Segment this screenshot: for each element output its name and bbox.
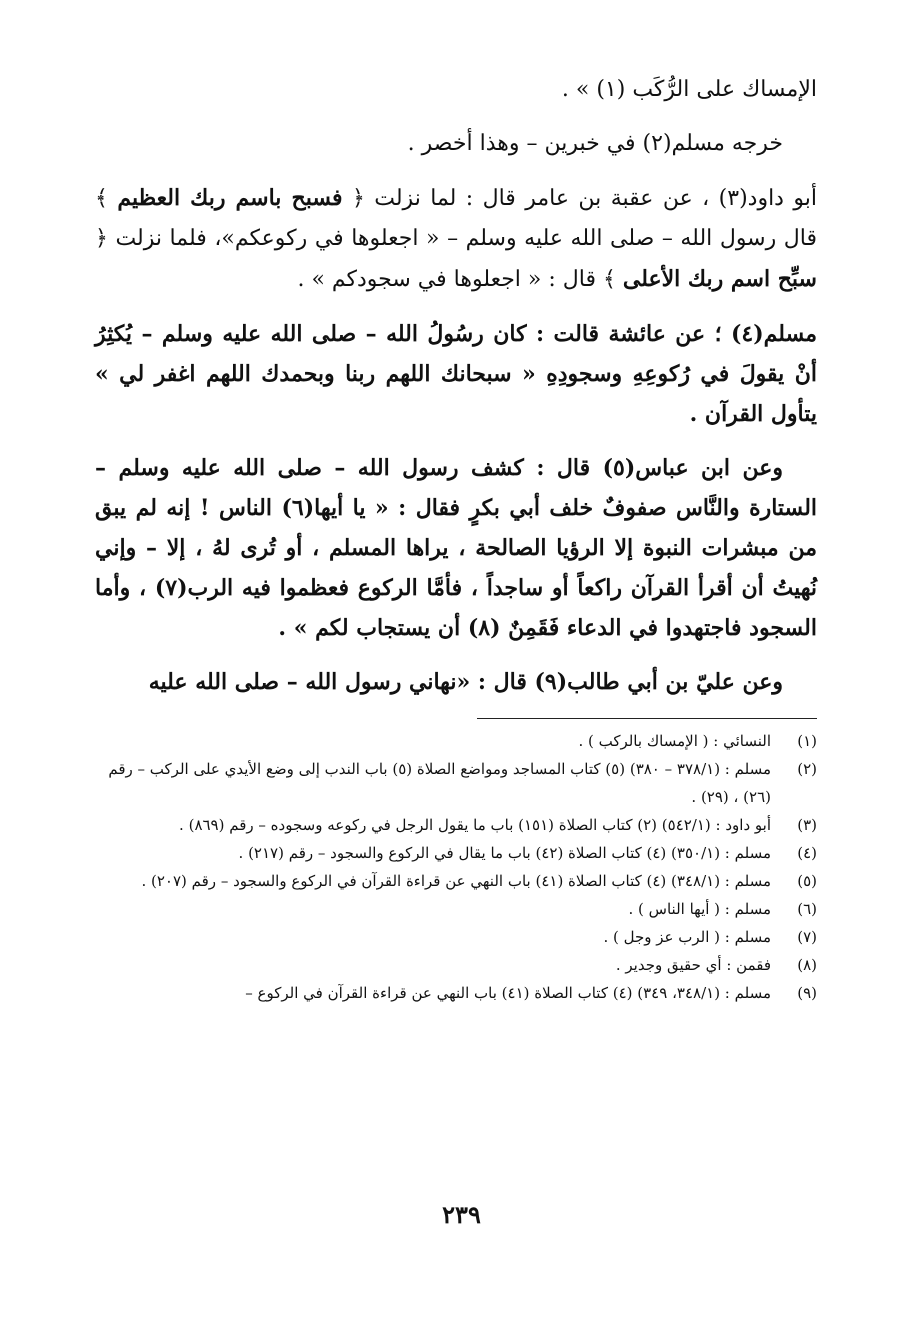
footnote-item: [95, 867, 817, 895]
footnote-divider: [477, 718, 817, 719]
footnote-number: (١): [797, 732, 817, 750]
paragraph-6: وعن عليّ بن أبي طالب(٩) قال : «نهاني رسول الله – صلى الله عليه: [148, 669, 783, 695]
footnote-number: (٢): [797, 760, 817, 778]
footnote-text: أبو داود : (٥٤٢/١) (٢) كتاب الصلاة (١٥١) باب ما يقول الرجل في ركوعه وسجوده – رقم (٨٦٩) .: [179, 816, 771, 834]
footnote-text: مسلم : (٣٤٨/١، ٣٤٩) (٤) كتاب الصلاة (٤١) باب النهي عن قراءة القرآن في الركوع –: [245, 984, 771, 1002]
footnote-item: [95, 923, 817, 951]
footnote-item: [95, 727, 817, 755]
paragraph-4: مسلم(٤) ؛ عن عائشة قالت : كان رسُولُ الله – صلى الله عليه وسلم – يُكثِرُ أنْ يقولَ في رُكوعِهِ وسجودِهِ « سبحانك اللهم ربنا وبحمدك اللهم اغفر لي » يتأول القرآن .: [95, 321, 817, 427]
paragraph-3: [95, 178, 817, 300]
paragraph-3-part-e: ﴾ قال : « اجعلوها في سجودكم » .: [297, 267, 623, 292]
footnote-number: (٩): [797, 984, 817, 1002]
footnote-item: [95, 979, 817, 1007]
footnote-item: [95, 755, 817, 811]
footnote-text: مسلم : (٣٥٠/١) (٤) كتاب الصلاة (٤٢) باب ما يقال في الركوع والسجود – رقم (٢١٧) .: [238, 844, 771, 862]
footnote-item: [95, 839, 817, 867]
footnotes: [95, 727, 817, 1007]
footnote-number: (٥): [797, 872, 817, 890]
footnote-item: [95, 951, 817, 979]
paragraph-3-part-c: ﴾ قال رسول الله – صلى الله عليه وسلم – « اجعلوها في ركوعكم»، فلما نزلت ﴿: [95, 186, 817, 251]
quran-verse-1: فسبح باسم ربك العظيم: [117, 185, 343, 211]
footnote-text: النسائي : ( الإمساك بالركب ) .: [578, 732, 771, 750]
quran-verse-2: سبِّح اسم ربك الأعلى: [622, 266, 817, 292]
footnote-number: (٤): [797, 844, 817, 862]
footnote-number: (٦): [797, 900, 817, 918]
footnote-number: (٣): [797, 816, 817, 834]
page-number: ٢٣٩: [442, 1200, 481, 1229]
footnote-text: مسلم : ( أيها الناس ) .: [628, 900, 771, 918]
footnote-number: (٧): [797, 928, 817, 946]
footnote-item: [95, 811, 817, 839]
footnote-number: (٨): [797, 956, 817, 974]
paragraph-2: خرجه مسلم(٢) في خبرين – وهذا أخصر .: [407, 131, 783, 156]
footnote-item: [95, 895, 817, 923]
paragraph-5: وعن ابن عباس(٥) قال : كشف رسول الله – صلى الله عليه وسلم – الستارة والنَّاس صفوفٌ خلف أبي بكرٍ فقال : « يا أيها(٦) الناس ! إنه لم يبق من مبشرات النبوة إلا الرؤيا الصالحة ، يراها المسلم ، أو تُرى لهُ ، إلا – وإني نُهيتُ أن أقرأ القرآن راكعاً أو ساجداً ، فأمَّا الركوع فعظموا فيه الرب(٧) ، وأما السجود فاجتهدوا في الدعاء فَقَمِنٌ (٨) أن يستجاب لكم » .: [95, 455, 818, 641]
footnote-text: مسلم : (٣٧٨/١ – ٣٨٠) (٥) كتاب المساجد ومواضع الصلاة (٥) باب الندب إلى وضع الأيدي على الركب – رقم (٢٦) ، (٢٩) .: [108, 760, 771, 806]
paragraph-1: الإمساك على الرُّكَب (١) » .: [561, 77, 817, 102]
footnote-text: مسلم : ( الرب عز وجل ) .: [603, 928, 771, 946]
paragraph-3-part-a: أبو داود(٣) ، عن عقبة بن عامر قال : لما نزلت ﴿: [342, 186, 817, 211]
footnote-text: فقمن : أي حقيق وجدير .: [615, 956, 771, 974]
document-page: [95, 70, 817, 1270]
footnote-text: مسلم : (٣٤٨/١) (٤) كتاب الصلاة (٤١) باب النهي عن قراءة القرآن في الركوع والسجود – رقم (٢٠٧) .: [141, 872, 771, 890]
main-text: [95, 70, 817, 702]
